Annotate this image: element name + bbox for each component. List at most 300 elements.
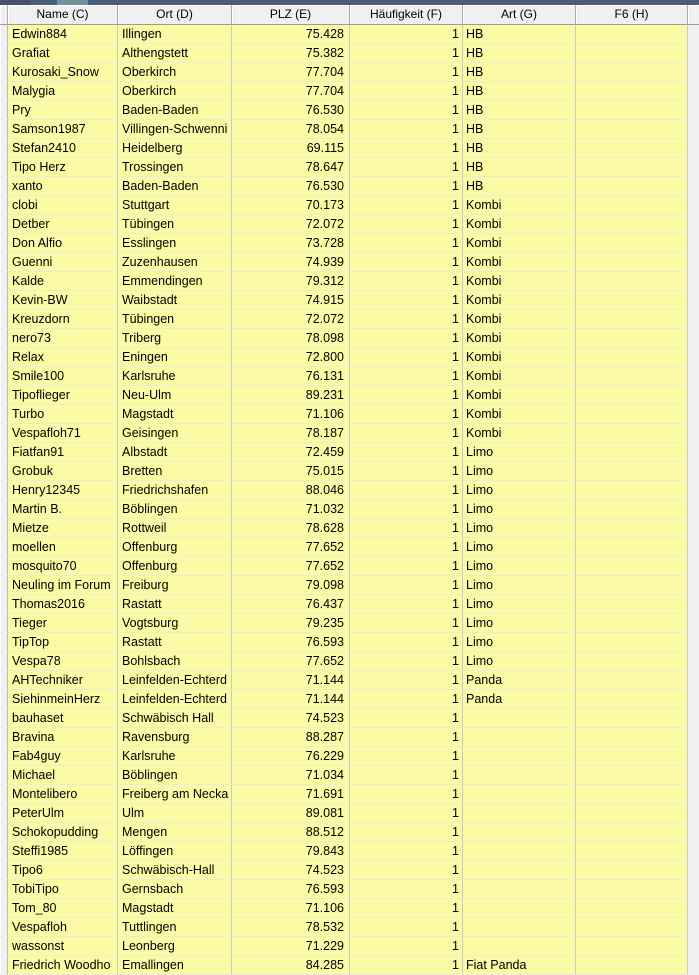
cell-plz[interactable]: 84.285 [232, 956, 350, 975]
cell-name[interactable]: Vespafloh [8, 918, 118, 937]
cell-ort[interactable]: Illingen [118, 25, 232, 44]
cell-haeufigkeit[interactable]: 1 [350, 538, 463, 557]
cell-name[interactable]: Thomas2016 [8, 595, 118, 614]
cell-haeufigkeit[interactable]: 1 [350, 63, 463, 82]
cell-name[interactable]: Stefan2410 [8, 139, 118, 158]
cell-plz[interactable]: 71.106 [232, 405, 350, 424]
cell-art[interactable]: Kombi [463, 234, 576, 253]
cell-art[interactable] [463, 823, 576, 842]
cell-f6[interactable] [576, 842, 688, 861]
cell-haeufigkeit[interactable]: 1 [350, 557, 463, 576]
cell-f6[interactable] [576, 120, 688, 139]
cell-ort[interactable]: Leinfelden-Echterd [118, 671, 232, 690]
cell-f6[interactable] [576, 899, 688, 918]
cell-art[interactable]: Limo [463, 462, 576, 481]
cell-name[interactable]: Pry [8, 101, 118, 120]
cell-haeufigkeit[interactable]: 1 [350, 576, 463, 595]
cell-haeufigkeit[interactable]: 1 [350, 25, 463, 44]
cell-plz[interactable]: 78.532 [232, 918, 350, 937]
cell-name[interactable]: Turbo [8, 405, 118, 424]
cell-name[interactable]: clobi [8, 196, 118, 215]
cell-ort[interactable]: Triberg [118, 329, 232, 348]
cell-ort[interactable]: Tübingen [118, 310, 232, 329]
cell-plz[interactable]: 77.652 [232, 652, 350, 671]
cell-f6[interactable] [576, 747, 688, 766]
cell-ort[interactable]: Böblingen [118, 766, 232, 785]
cell-ort[interactable]: Ravensburg [118, 728, 232, 747]
cell-haeufigkeit[interactable]: 1 [350, 728, 463, 747]
cell-art[interactable]: Limo [463, 538, 576, 557]
cell-haeufigkeit[interactable]: 1 [350, 405, 463, 424]
cell-ort[interactable]: Emmendingen [118, 272, 232, 291]
cell-plz[interactable]: 79.098 [232, 576, 350, 595]
cell-name[interactable]: AHTechniker [8, 671, 118, 690]
cell-name[interactable]: SiehinmeinHerz [8, 690, 118, 709]
column-header-f6[interactable]: F6 (H) [576, 5, 688, 25]
cell-plz[interactable]: 71.691 [232, 785, 350, 804]
column-header-haeufigkeit[interactable]: Häufigkeit (F) [350, 5, 463, 25]
cell-haeufigkeit[interactable]: 1 [350, 709, 463, 728]
cell-haeufigkeit[interactable]: 1 [350, 766, 463, 785]
cell-haeufigkeit[interactable]: 1 [350, 348, 463, 367]
cell-haeufigkeit[interactable]: 1 [350, 139, 463, 158]
cell-ort[interactable]: Tuttlingen [118, 918, 232, 937]
cell-haeufigkeit[interactable]: 1 [350, 367, 463, 386]
cell-f6[interactable] [576, 82, 688, 101]
cell-f6[interactable] [576, 253, 688, 272]
cell-art[interactable]: Kombi [463, 196, 576, 215]
cell-f6[interactable] [576, 177, 688, 196]
cell-name[interactable]: moellen [8, 538, 118, 557]
cell-art[interactable]: HB [463, 101, 576, 120]
cell-haeufigkeit[interactable]: 1 [350, 424, 463, 443]
cell-plz[interactable]: 71.106 [232, 899, 350, 918]
cell-plz[interactable]: 72.459 [232, 443, 350, 462]
cell-haeufigkeit[interactable]: 1 [350, 291, 463, 310]
cell-haeufigkeit[interactable]: 1 [350, 310, 463, 329]
cell-name[interactable]: Tipoflieger [8, 386, 118, 405]
cell-f6[interactable] [576, 462, 688, 481]
cell-art[interactable]: Kombi [463, 424, 576, 443]
cell-name[interactable]: Friedrich Woodho [8, 956, 118, 975]
cell-plz[interactable]: 76.229 [232, 747, 350, 766]
cell-plz[interactable]: 74.523 [232, 709, 350, 728]
cell-haeufigkeit[interactable]: 1 [350, 899, 463, 918]
cell-art[interactable]: Kombi [463, 253, 576, 272]
cell-plz[interactable]: 76.593 [232, 880, 350, 899]
column-header-ort[interactable]: Ort (D) [118, 5, 232, 25]
cell-ort[interactable]: Schwäbisch-Hall [118, 861, 232, 880]
cell-haeufigkeit[interactable]: 1 [350, 272, 463, 291]
cell-ort[interactable]: Freiburg [118, 576, 232, 595]
cell-art[interactable]: Kombi [463, 348, 576, 367]
cell-plz[interactable]: 88.046 [232, 481, 350, 500]
cell-ort[interactable]: Althengstett [118, 44, 232, 63]
cell-f6[interactable] [576, 633, 688, 652]
cell-f6[interactable] [576, 101, 688, 120]
cell-name[interactable]: Kevin-BW [8, 291, 118, 310]
cell-plz[interactable]: 73.728 [232, 234, 350, 253]
cell-ort[interactable]: Vogtsburg [118, 614, 232, 633]
cell-name[interactable]: Mietze [8, 519, 118, 538]
cell-name[interactable]: Vespafloh71 [8, 424, 118, 443]
cell-art[interactable]: Kombi [463, 291, 576, 310]
cell-f6[interactable] [576, 614, 688, 633]
cell-name[interactable]: Edwin884 [8, 25, 118, 44]
cell-plz[interactable]: 79.235 [232, 614, 350, 633]
cell-plz[interactable]: 79.312 [232, 272, 350, 291]
cell-name[interactable]: Detber [8, 215, 118, 234]
cell-f6[interactable] [576, 44, 688, 63]
cell-art[interactable]: HB [463, 177, 576, 196]
cell-art[interactable]: HB [463, 82, 576, 101]
cell-art[interactable] [463, 766, 576, 785]
cell-plz[interactable]: 75.382 [232, 44, 350, 63]
cell-f6[interactable] [576, 348, 688, 367]
cell-plz[interactable]: 72.072 [232, 310, 350, 329]
cell-name[interactable]: Kurosaki_Snow [8, 63, 118, 82]
cell-f6[interactable] [576, 880, 688, 899]
cell-plz[interactable]: 89.081 [232, 804, 350, 823]
cell-plz[interactable]: 75.428 [232, 25, 350, 44]
cell-art[interactable] [463, 937, 576, 956]
cell-f6[interactable] [576, 291, 688, 310]
cell-name[interactable]: mosquito70 [8, 557, 118, 576]
cell-haeufigkeit[interactable]: 1 [350, 747, 463, 766]
cell-plz[interactable]: 78.187 [232, 424, 350, 443]
cell-art[interactable] [463, 804, 576, 823]
cell-f6[interactable] [576, 576, 688, 595]
cell-f6[interactable] [576, 386, 688, 405]
cell-ort[interactable]: Emallingen [118, 956, 232, 975]
cell-f6[interactable] [576, 690, 688, 709]
cell-plz[interactable]: 71.144 [232, 671, 350, 690]
cell-haeufigkeit[interactable]: 1 [350, 443, 463, 462]
cell-ort[interactable]: Freiberg am Necka [118, 785, 232, 804]
cell-f6[interactable] [576, 861, 688, 880]
cell-f6[interactable] [576, 804, 688, 823]
cell-art[interactable]: Limo [463, 633, 576, 652]
cell-name[interactable]: Malygia [8, 82, 118, 101]
cell-plz[interactable]: 74.523 [232, 861, 350, 880]
cell-ort[interactable]: Magstadt [118, 405, 232, 424]
cell-f6[interactable] [576, 500, 688, 519]
cell-name[interactable]: Neuling im Forum [8, 576, 118, 595]
cell-name[interactable]: Schokopudding [8, 823, 118, 842]
cell-plz[interactable]: 88.287 [232, 728, 350, 747]
cell-name[interactable]: Smile100 [8, 367, 118, 386]
cell-f6[interactable] [576, 234, 688, 253]
cell-plz[interactable]: 77.704 [232, 82, 350, 101]
cell-haeufigkeit[interactable]: 1 [350, 329, 463, 348]
cell-haeufigkeit[interactable]: 1 [350, 614, 463, 633]
cell-ort[interactable]: Tübingen [118, 215, 232, 234]
cell-ort[interactable]: Heidelberg [118, 139, 232, 158]
cell-haeufigkeit[interactable]: 1 [350, 690, 463, 709]
cell-art[interactable]: HB [463, 63, 576, 82]
cell-haeufigkeit[interactable]: 1 [350, 158, 463, 177]
cell-f6[interactable] [576, 443, 688, 462]
column-header-art[interactable]: Art (G) [463, 5, 576, 25]
cell-haeufigkeit[interactable]: 1 [350, 880, 463, 899]
cell-ort[interactable]: Esslingen [118, 234, 232, 253]
column-header-name[interactable]: Name (C) [8, 5, 118, 25]
cell-f6[interactable] [576, 158, 688, 177]
cell-f6[interactable] [576, 937, 688, 956]
cell-haeufigkeit[interactable]: 1 [350, 253, 463, 272]
cell-name[interactable]: wassonst [8, 937, 118, 956]
cell-plz[interactable]: 77.652 [232, 538, 350, 557]
cell-f6[interactable] [576, 652, 688, 671]
cell-name[interactable]: Steffi1985 [8, 842, 118, 861]
cell-haeufigkeit[interactable]: 1 [350, 918, 463, 937]
cell-ort[interactable]: Geisingen [118, 424, 232, 443]
cell-haeufigkeit[interactable]: 1 [350, 120, 463, 139]
cell-plz[interactable]: 78.098 [232, 329, 350, 348]
cell-f6[interactable] [576, 538, 688, 557]
cell-art[interactable]: Limo [463, 595, 576, 614]
cell-plz[interactable]: 71.229 [232, 937, 350, 956]
cell-name[interactable]: Tieger [8, 614, 118, 633]
cell-f6[interactable] [576, 557, 688, 576]
cell-plz[interactable]: 71.032 [232, 500, 350, 519]
cell-name[interactable]: Henry12345 [8, 481, 118, 500]
cell-art[interactable] [463, 785, 576, 804]
cell-ort[interactable]: Gernsbach [118, 880, 232, 899]
cell-name[interactable]: Samson1987 [8, 120, 118, 139]
cell-plz[interactable]: 76.131 [232, 367, 350, 386]
cell-art[interactable] [463, 899, 576, 918]
cell-plz[interactable]: 74.939 [232, 253, 350, 272]
cell-ort[interactable]: Baden-Baden [118, 177, 232, 196]
cell-name[interactable]: Kreuzdorn [8, 310, 118, 329]
cell-haeufigkeit[interactable]: 1 [350, 500, 463, 519]
cell-f6[interactable] [576, 405, 688, 424]
cell-art[interactable]: Limo [463, 576, 576, 595]
cell-art[interactable]: Kombi [463, 367, 576, 386]
cell-name[interactable]: bauhaset [8, 709, 118, 728]
cell-art[interactable]: Limo [463, 519, 576, 538]
cell-ort[interactable]: Offenburg [118, 538, 232, 557]
cell-ort[interactable]: Böblingen [118, 500, 232, 519]
cell-art[interactable]: HB [463, 139, 576, 158]
cell-f6[interactable] [576, 25, 688, 44]
cell-name[interactable]: Fiatfan91 [8, 443, 118, 462]
cell-ort[interactable]: Magstadt [118, 899, 232, 918]
cell-f6[interactable] [576, 63, 688, 82]
cell-name[interactable]: Bravina [8, 728, 118, 747]
cell-ort[interactable]: Villingen-Schwenni [118, 120, 232, 139]
cell-art[interactable]: Limo [463, 557, 576, 576]
cell-plz[interactable]: 71.034 [232, 766, 350, 785]
cell-art[interactable]: Kombi [463, 310, 576, 329]
cell-name[interactable]: TipTop [8, 633, 118, 652]
cell-plz[interactable]: 77.652 [232, 557, 350, 576]
cell-haeufigkeit[interactable]: 1 [350, 101, 463, 120]
cell-ort[interactable]: Friedrichshafen [118, 481, 232, 500]
cell-plz[interactable]: 74.915 [232, 291, 350, 310]
cell-ort[interactable]: Oberkirch [118, 63, 232, 82]
cell-haeufigkeit[interactable]: 1 [350, 196, 463, 215]
cell-plz[interactable]: 89.231 [232, 386, 350, 405]
cell-f6[interactable] [576, 728, 688, 747]
cell-art[interactable]: Panda [463, 690, 576, 709]
cell-ort[interactable]: Karlsruhe [118, 747, 232, 766]
cell-haeufigkeit[interactable]: 1 [350, 234, 463, 253]
cell-art[interactable]: Limo [463, 500, 576, 519]
cell-haeufigkeit[interactable]: 1 [350, 956, 463, 975]
cell-art[interactable]: Kombi [463, 272, 576, 291]
cell-ort[interactable]: Leonberg [118, 937, 232, 956]
cell-f6[interactable] [576, 823, 688, 842]
cell-plz[interactable]: 75.015 [232, 462, 350, 481]
cell-art[interactable]: Kombi [463, 386, 576, 405]
cell-ort[interactable]: Waibstadt [118, 291, 232, 310]
cell-plz[interactable]: 78.054 [232, 120, 350, 139]
cell-ort[interactable]: Rastatt [118, 595, 232, 614]
cell-haeufigkeit[interactable]: 1 [350, 462, 463, 481]
cell-haeufigkeit[interactable]: 1 [350, 481, 463, 500]
cell-art[interactable] [463, 709, 576, 728]
cell-haeufigkeit[interactable]: 1 [350, 44, 463, 63]
cell-plz[interactable]: 72.800 [232, 348, 350, 367]
cell-art[interactable] [463, 728, 576, 747]
column-header-plz[interactable]: PLZ (E) [232, 5, 350, 25]
cell-f6[interactable] [576, 785, 688, 804]
cell-f6[interactable] [576, 272, 688, 291]
cell-plz[interactable]: 69.115 [232, 139, 350, 158]
cell-haeufigkeit[interactable]: 1 [350, 785, 463, 804]
cell-ort[interactable]: Albstadt [118, 443, 232, 462]
cell-haeufigkeit[interactable]: 1 [350, 842, 463, 861]
cell-haeufigkeit[interactable]: 1 [350, 386, 463, 405]
cell-ort[interactable]: Eningen [118, 348, 232, 367]
cell-art[interactable]: Kombi [463, 329, 576, 348]
cell-f6[interactable] [576, 709, 688, 728]
cell-f6[interactable] [576, 329, 688, 348]
cell-plz[interactable]: 76.437 [232, 595, 350, 614]
cell-f6[interactable] [576, 367, 688, 386]
cell-plz[interactable]: 76.530 [232, 177, 350, 196]
cell-haeufigkeit[interactable]: 1 [350, 595, 463, 614]
cell-art[interactable] [463, 842, 576, 861]
cell-plz[interactable]: 72.072 [232, 215, 350, 234]
cell-plz[interactable]: 77.704 [232, 63, 350, 82]
cell-ort[interactable]: Bohlsbach [118, 652, 232, 671]
cell-art[interactable]: HB [463, 44, 576, 63]
cell-plz[interactable]: 76.530 [232, 101, 350, 120]
cell-ort[interactable]: Leinfelden-Echterd [118, 690, 232, 709]
cell-name[interactable]: Guenni [8, 253, 118, 272]
cell-plz[interactable]: 70.173 [232, 196, 350, 215]
cell-haeufigkeit[interactable]: 1 [350, 937, 463, 956]
cell-f6[interactable] [576, 956, 688, 975]
cell-ort[interactable]: Bretten [118, 462, 232, 481]
cell-ort[interactable]: Ulm [118, 804, 232, 823]
cell-art[interactable]: Fiat Panda [463, 956, 576, 975]
cell-f6[interactable] [576, 519, 688, 538]
cell-ort[interactable]: Löffingen [118, 842, 232, 861]
cell-ort[interactable]: Karlsruhe [118, 367, 232, 386]
cell-name[interactable]: Fab4guy [8, 747, 118, 766]
cell-plz[interactable]: 88.512 [232, 823, 350, 842]
cell-f6[interactable] [576, 215, 688, 234]
cell-f6[interactable] [576, 671, 688, 690]
cell-name[interactable]: Kalde [8, 272, 118, 291]
cell-ort[interactable]: Oberkirch [118, 82, 232, 101]
cell-name[interactable]: Relax [8, 348, 118, 367]
cell-haeufigkeit[interactable]: 1 [350, 671, 463, 690]
cell-art[interactable]: Limo [463, 443, 576, 462]
cell-haeufigkeit[interactable]: 1 [350, 82, 463, 101]
cell-name[interactable]: Tipo Herz [8, 158, 118, 177]
cell-name[interactable]: Martin B. [8, 500, 118, 519]
cell-f6[interactable] [576, 310, 688, 329]
cell-f6[interactable] [576, 139, 688, 158]
cell-art[interactable]: HB [463, 25, 576, 44]
cell-ort[interactable]: Rastatt [118, 633, 232, 652]
cell-name[interactable]: nero73 [8, 329, 118, 348]
cell-name[interactable]: Grafiat [8, 44, 118, 63]
cell-art[interactable]: Limo [463, 481, 576, 500]
cell-art[interactable]: HB [463, 158, 576, 177]
cell-f6[interactable] [576, 424, 688, 443]
cell-ort[interactable]: Offenburg [118, 557, 232, 576]
cell-f6[interactable] [576, 481, 688, 500]
cell-plz[interactable]: 78.647 [232, 158, 350, 177]
cell-name[interactable]: Vespa78 [8, 652, 118, 671]
cell-ort[interactable]: Stuttgart [118, 196, 232, 215]
cell-plz[interactable]: 71.144 [232, 690, 350, 709]
cell-art[interactable] [463, 918, 576, 937]
cell-name[interactable]: Don Alfio [8, 234, 118, 253]
cell-f6[interactable] [576, 766, 688, 785]
cell-ort[interactable]: Rottweil [118, 519, 232, 538]
cell-ort[interactable]: Mengen [118, 823, 232, 842]
cell-name[interactable]: Montelibero [8, 785, 118, 804]
cell-haeufigkeit[interactable]: 1 [350, 177, 463, 196]
cell-name[interactable]: Michael [8, 766, 118, 785]
cell-art[interactable]: Limo [463, 652, 576, 671]
cell-haeufigkeit[interactable]: 1 [350, 652, 463, 671]
cell-plz[interactable]: 79.843 [232, 842, 350, 861]
cell-ort[interactable]: Trossingen [118, 158, 232, 177]
cell-haeufigkeit[interactable]: 1 [350, 633, 463, 652]
cell-name[interactable]: TobiTipo [8, 880, 118, 899]
cell-ort[interactable]: Neu-Ulm [118, 386, 232, 405]
cell-art[interactable]: HB [463, 120, 576, 139]
cell-art[interactable]: Panda [463, 671, 576, 690]
cell-plz[interactable]: 76.593 [232, 633, 350, 652]
cell-f6[interactable] [576, 196, 688, 215]
cell-art[interactable] [463, 861, 576, 880]
cell-art[interactable] [463, 880, 576, 899]
cell-name[interactable]: xanto [8, 177, 118, 196]
cell-haeufigkeit[interactable]: 1 [350, 215, 463, 234]
cell-ort[interactable]: Schwäbisch Hall [118, 709, 232, 728]
cell-haeufigkeit[interactable]: 1 [350, 823, 463, 842]
cell-haeufigkeit[interactable]: 1 [350, 519, 463, 538]
cell-art[interactable]: Kombi [463, 215, 576, 234]
cell-f6[interactable] [576, 595, 688, 614]
cell-ort[interactable]: Baden-Baden [118, 101, 232, 120]
cell-f6[interactable] [576, 918, 688, 937]
cell-ort[interactable]: Zuzenhausen [118, 253, 232, 272]
cell-name[interactable]: Tipo6 [8, 861, 118, 880]
cell-art[interactable]: Kombi [463, 405, 576, 424]
cell-haeufigkeit[interactable]: 1 [350, 861, 463, 880]
cell-name[interactable]: PeterUlm [8, 804, 118, 823]
